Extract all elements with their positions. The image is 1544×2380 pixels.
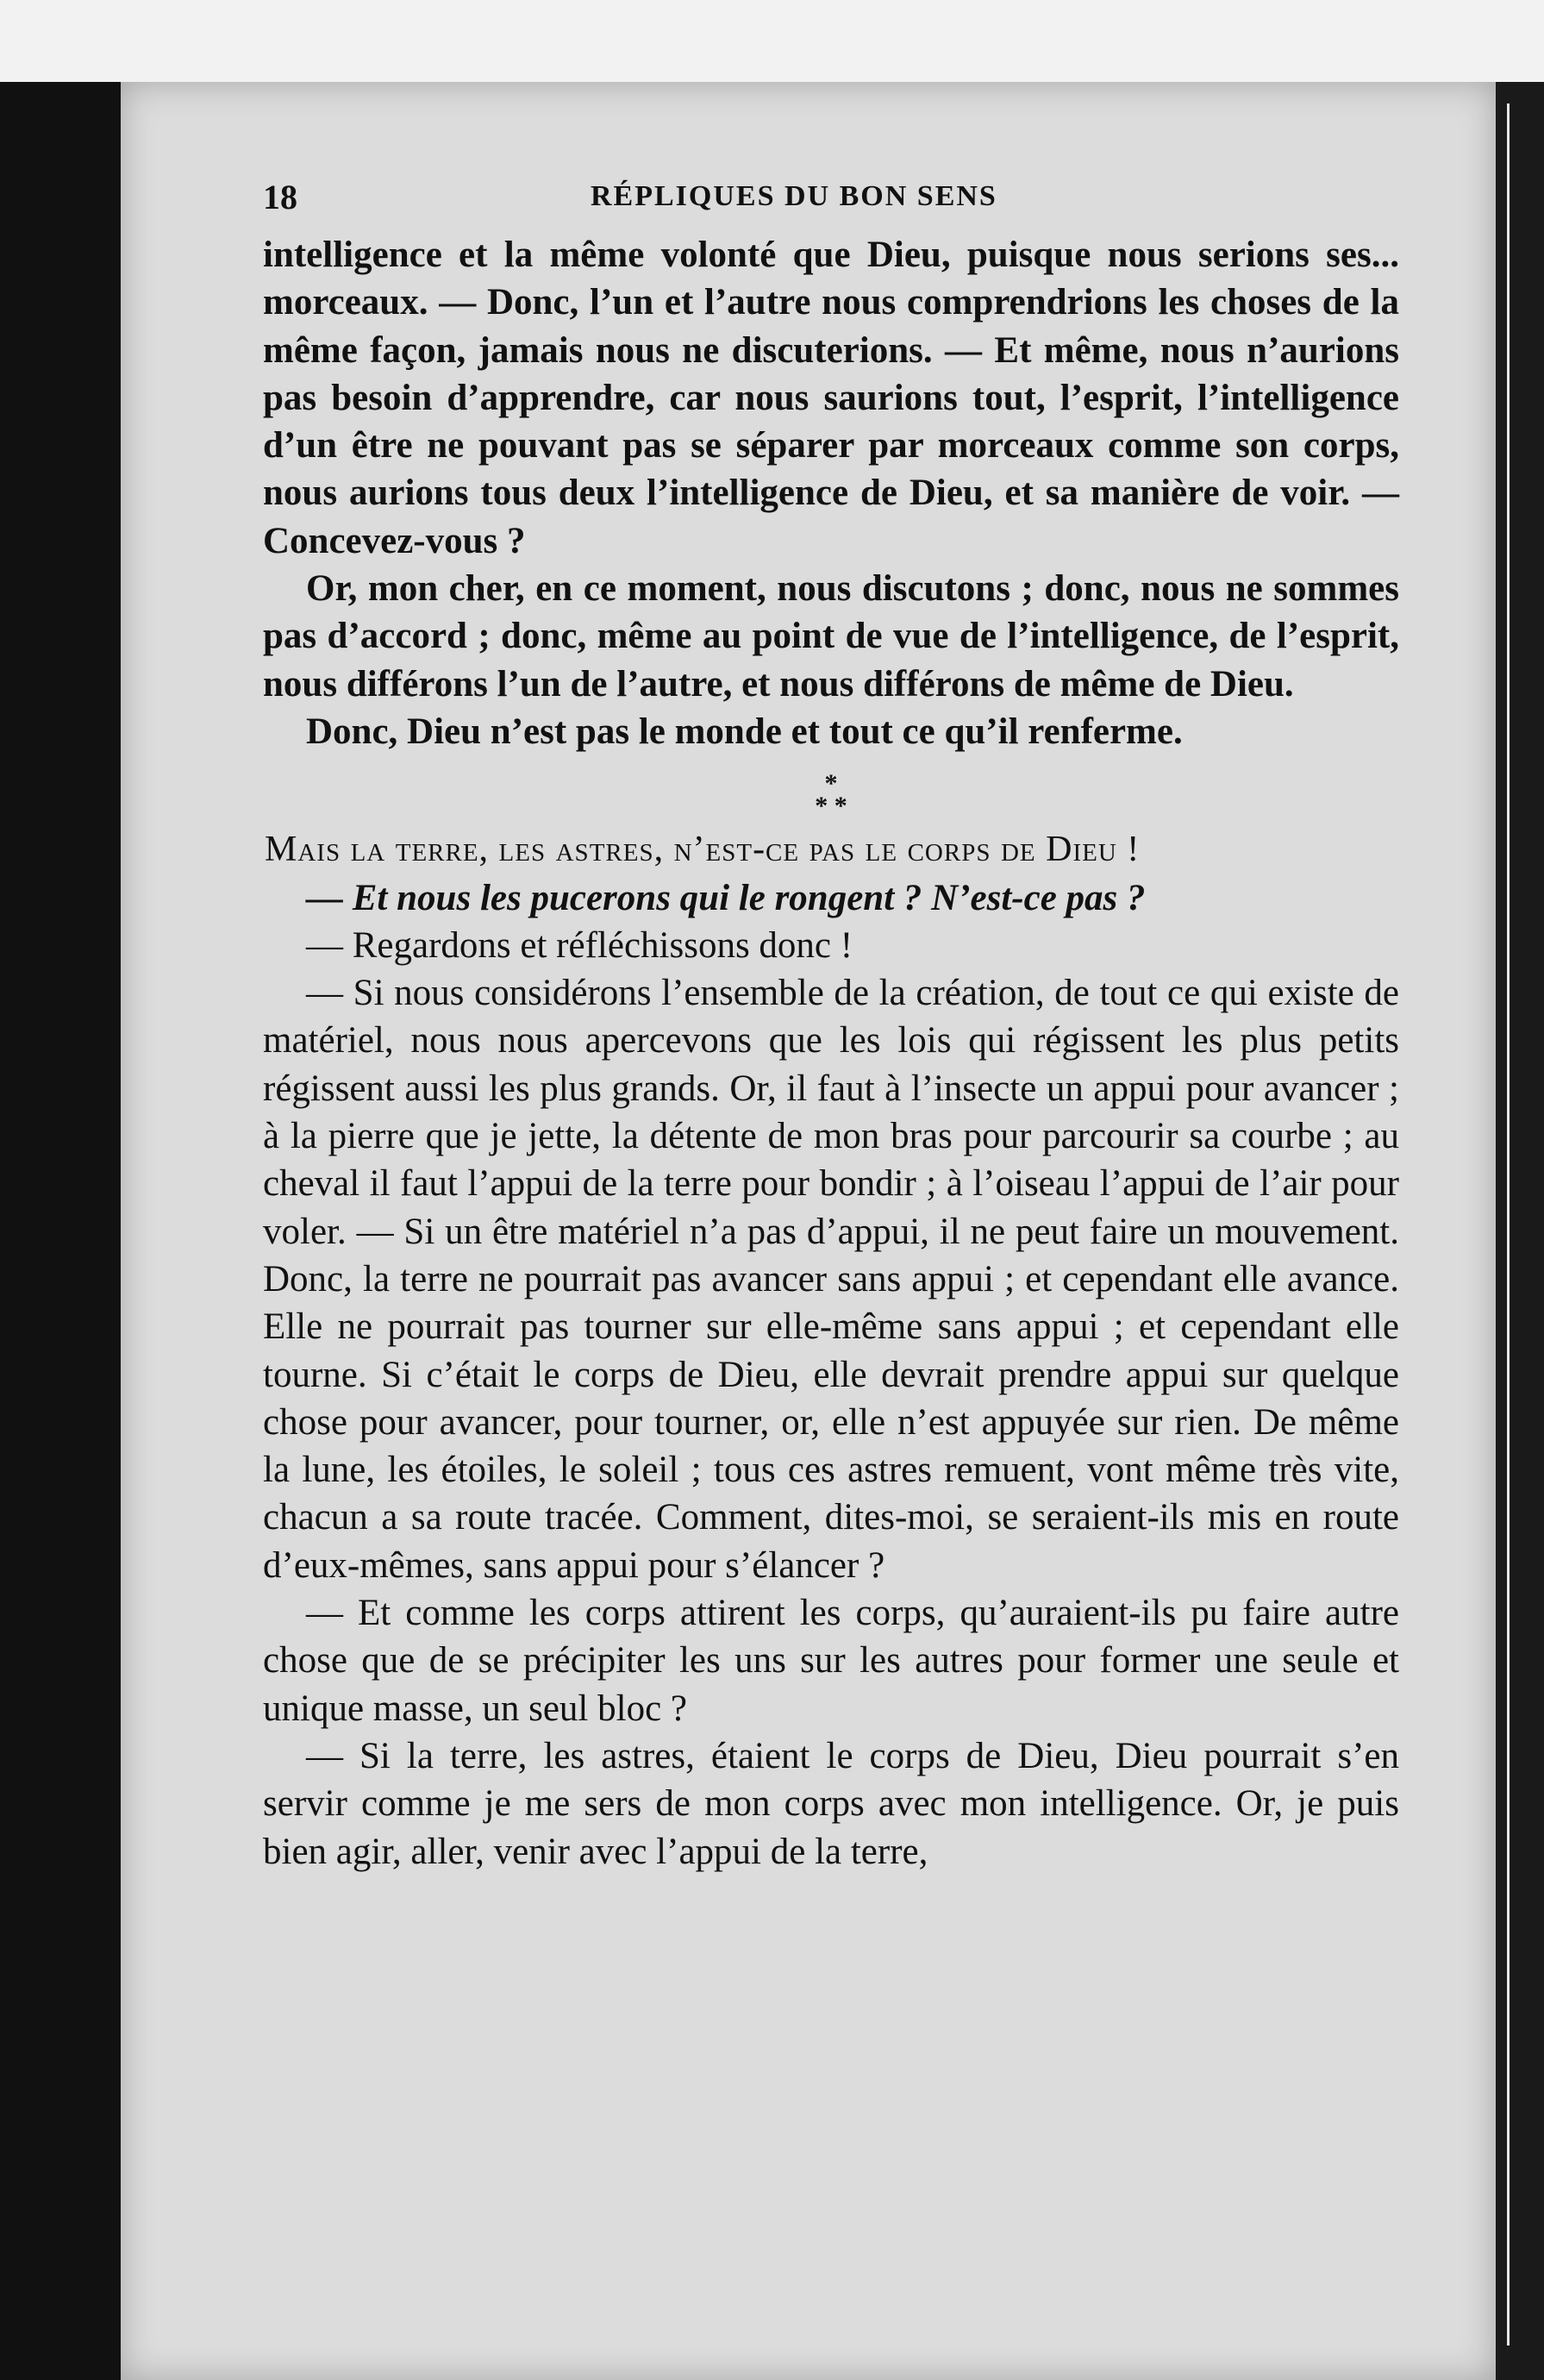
paragraph: Or, mon cher, en ce moment, nous discutons ; donc, nous ne sommes pas d’accord ; donc, même au point de vue de l’intelligence, de l’esprit, nous différons l’un de l’autre, et nous différons de même de Dieu. — [263, 568, 1399, 705]
paragraph: intelligence et la même volonté que Dieu, puisque nous serions ses... morceaux. — Donc, l’un et l’autre nous comprendrions les choses de la même façon, jamais nous ne discuterions. — Et même, nous n’aurions pas besoin d’apprendre, car nous saurions tout, l’esprit, l’intelligence d’un être ne pouvant pas se séparer par morceaux comme son corps, nous aurions tous deux l’intelligence de Dieu, et sa manière de voir. — Concevez-vous ? — [263, 235, 1399, 561]
page-header — [263, 177, 1392, 220]
section-ornament — [263, 769, 1399, 821]
asterism-bottom: * * — [815, 792, 847, 821]
scan-border-top — [0, 0, 1544, 82]
paragraph: — Si nous considérons l’ensemble de la création, de tout ce qui existe de matériel, nous nous apercevons que les lois qui régissent les plus petits régissent aussi les plus grands. Or, il faut à l’insecte un appui pour avancer ; à la pierre que je jette, la détente de mon bras pour parcourir sa courbe ; au cheval il faut l’appui de la terre pour bondir ; à l’oiseau l’appui de l’air pour voler. — Si un être matériel n’a pas d’appui, il ne peut faire un mouvement. Donc, la terre ne pourrait pas avancer sans appui ; et cependant elle avance. Elle ne pourrait pas tourner sur elle-même sans appui ; et cependant elle tourne. Si c’était le corps de Dieu, elle devrait prendre appui sur quelque chose pour avancer, pour tourner, or, elle n’est appuyée sur rien. De même la lune, les étoiles, le soleil ; tous ces astres remuent, vont même très vite, chacun a sa route tracée. Comment, dites-moi, se seraient-ils mis en route d’eux-mêmes, sans appui pour s’élancer ? — [263, 973, 1399, 1586]
page-edge-strip — [1507, 103, 1528, 2346]
running-head: RÉPLIQUES DU BON SENS — [591, 180, 997, 212]
dialogue-line: — Regardons et réfléchissons donc ! — [306, 924, 853, 966]
paragraph: — Et comme les corps attirent les corps, qu’auraient-ils pu faire autre chose que de se précipiter les uns sur les autres pour former une seule et unique masse, un seul bloc ? — [263, 1593, 1399, 1729]
dialogue-line: — Et nous les pucerons qui le rongent ? N’est-ce pas ? — [306, 877, 1146, 918]
page-number: 18 — [263, 178, 297, 216]
asterism-top: * — [824, 769, 838, 799]
section-heading: Mais la terre, les astres, n’est-ce pas le corps de Dieu ! — [265, 830, 1141, 870]
paragraph: Donc, Dieu n’est pas le monde et tout ce qu’il renferme. — [306, 711, 1183, 752]
paragraph: — Si la terre, les astres, étaient le corps de Dieu, Dieu pourrait s’en servir comme je me sers de mon corps avec mon intelligence. Or, je puis bien agir, aller, venir avec l’appui de la terre, — [263, 1735, 1399, 1872]
body-text — [263, 231, 1399, 1876]
